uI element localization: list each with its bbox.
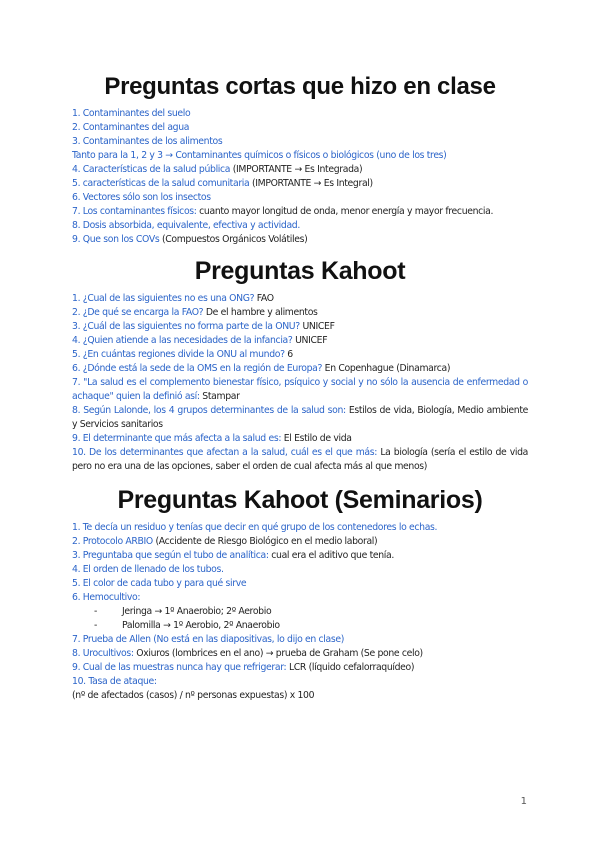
list-item xyxy=(72,292,528,306)
page-number: 1 xyxy=(520,796,527,807)
section1-list xyxy=(72,107,528,247)
question-text: 4. Características de la salud pública xyxy=(72,164,231,175)
list-item xyxy=(72,191,528,205)
answer-text: cual era el aditivo que tenía. xyxy=(268,550,394,561)
list-item xyxy=(72,563,528,577)
answer-text: cuanto mayor longitud de onda, menor energía y mayor frecuencia. xyxy=(196,206,494,217)
answer-text: En Copenhague (Dinamarca) xyxy=(322,363,451,374)
question-text: 8. Urocultivos: xyxy=(72,648,134,659)
sub-list-item xyxy=(72,605,528,619)
list-item xyxy=(72,446,528,474)
question-text: 2. Contaminantes del agua xyxy=(72,122,190,133)
list-item xyxy=(72,149,528,163)
section2-title: Preguntas Kahoot xyxy=(194,257,406,285)
list-item xyxy=(72,306,528,320)
list-item xyxy=(72,633,528,647)
answer-text: De el hambre y alimentos xyxy=(203,307,318,318)
sub-item-text: Palomilla → 1º Aerobio, 2º Anaerobio xyxy=(122,620,280,631)
list-item xyxy=(72,675,528,689)
question-text: 8. Dosis absorbida, equivalente, efectiva y actividad. xyxy=(72,220,300,231)
section3-list xyxy=(72,521,528,605)
question-text: 2. Protocolo ARBIO xyxy=(72,536,153,547)
answer-text: FAO xyxy=(254,293,274,304)
list-item xyxy=(72,348,528,362)
answer-text: Stampar xyxy=(199,391,240,402)
question-text: 5. ¿En cuántas regiones divide la ONU al mundo? xyxy=(72,349,285,360)
dash-bullet: - xyxy=(94,620,98,631)
question-text: 3. Preguntaba que según el tubo de analítica: xyxy=(72,550,269,561)
answer-text: (IMPORTANTE → Es Integral) xyxy=(249,178,373,189)
list-item xyxy=(72,334,528,348)
answer-text: La biología (sería el estilo de vida pero no era una de las opciones, saber el orden de cual afecta más al que menos) xyxy=(72,447,529,472)
section3-list-continued xyxy=(72,633,528,689)
list-item xyxy=(72,549,528,563)
answer-text: Oxiuros (lombrices en el ano) → prueba de Graham (Se pone celo) xyxy=(133,648,423,659)
question-text: Tanto para la 1, 2 y 3 → Contaminantes químicos o físicos o biológicos (uno de los tres) xyxy=(72,150,447,161)
question-text: 6. ¿Dónde está la sede de la OMS en la región de Europa? xyxy=(72,363,323,374)
question-text: 7. "La salud es el complemento bienestar físico, psíquico y social y no sólo la ausencia de enfermedad o achaque" quien la definió así: xyxy=(72,377,528,402)
list-item xyxy=(72,647,528,661)
list-item xyxy=(72,163,528,177)
question-text: 5. El color de cada tubo y para qué sirve xyxy=(72,578,247,589)
question-text: 1. Contaminantes del suelo xyxy=(72,108,191,119)
list-item xyxy=(72,107,528,121)
list-item xyxy=(72,535,528,549)
question-text: 8. Según Lalonde, los 4 grupos determinantes de la salud son: xyxy=(72,405,346,416)
answer-text: LCR (líquido cefalorraquídeo) xyxy=(286,662,415,673)
question-text: 5. características de la salud comunitaria xyxy=(72,178,250,189)
question-text: 4. ¿Quien atiende a las necesidades de la infancia? xyxy=(72,335,293,346)
list-item xyxy=(72,432,528,446)
sub-item-text: Jeringa → 1º Anaerobio; 2º Aerobio xyxy=(122,606,272,617)
question-text: 3. Contaminantes de los alimentos xyxy=(72,136,223,147)
question-text: 2. ¿De qué se encarga la FAO? xyxy=(72,307,204,318)
list-item xyxy=(72,320,528,334)
list-item xyxy=(72,121,528,135)
answer-text: UNICEF xyxy=(299,321,335,332)
question-text: 1. Te decía un residuo y tenías que decir en qué grupo de los contenedores lo echas. xyxy=(72,522,438,533)
dash-bullet: - xyxy=(94,606,98,617)
answer-text: Estilos de vida, Biología, Medio ambiente y Servicios sanitarios xyxy=(72,405,528,430)
list-item xyxy=(72,219,528,233)
list-item xyxy=(72,591,528,605)
list-item xyxy=(72,661,528,675)
list-item xyxy=(72,376,528,404)
question-text: 7. Los contaminantes físicos: xyxy=(72,206,197,217)
answer-text: (IMPORTANTE → Es Integrada) xyxy=(230,164,363,175)
list-item xyxy=(72,404,528,432)
question-text: 3. ¿Cuál de las siguientes no forma parte de la ONU? xyxy=(72,321,300,332)
list-item xyxy=(72,577,528,591)
list-item xyxy=(72,233,528,247)
sub-list-item xyxy=(72,619,528,633)
tasa-de-ataque-formula: (nº de afectados (casos) / nº personas expuestas) x 100 xyxy=(72,690,315,701)
question-text: 6. Hemocultivo: xyxy=(72,592,141,603)
question-text: 1. ¿Cual de las siguientes no es una ONG? xyxy=(72,293,255,304)
answer-text: 6 xyxy=(284,349,293,360)
question-text: 6. Vectores sólo son los insectos xyxy=(72,192,211,203)
answer-text: El Estilo de vida xyxy=(281,433,352,444)
question-text: 9. Cual de las muestras nunca hay que refrigerar: xyxy=(72,662,287,673)
question-text: 4. El orden de llenado de los tubos. xyxy=(72,564,224,575)
answer-text: (Accidente de Riesgo Biológico en el medio laboral) xyxy=(152,536,378,547)
list-item xyxy=(72,135,528,149)
list-item xyxy=(72,362,528,376)
list-item xyxy=(72,177,528,191)
section1-title: Preguntas cortas que hizo en clase xyxy=(104,73,496,100)
section3-title: Preguntas Kahoot (Seminarios) xyxy=(117,486,483,514)
question-text: 7. Prueba de Allen (No está en las diapositivas, lo dijo en clase) xyxy=(72,634,345,645)
question-text: 9. El determinante que más afecta a la salud es: xyxy=(72,433,282,444)
answer-text: UNICEF xyxy=(292,335,328,346)
section2-list xyxy=(72,292,528,474)
question-text: 10. Tasa de ataque: xyxy=(72,676,157,687)
question-text: 10. De los determinantes que afectan a la salud, cuál es el que más: xyxy=(72,447,378,458)
list-item xyxy=(72,521,528,535)
document-page xyxy=(72,70,528,703)
question-text: 9. Que son los COVs xyxy=(72,234,160,245)
hemocultivo-sublist xyxy=(72,605,528,633)
answer-text: (Compuestos Orgánicos Volátiles) xyxy=(159,234,308,245)
list-item xyxy=(72,205,528,219)
